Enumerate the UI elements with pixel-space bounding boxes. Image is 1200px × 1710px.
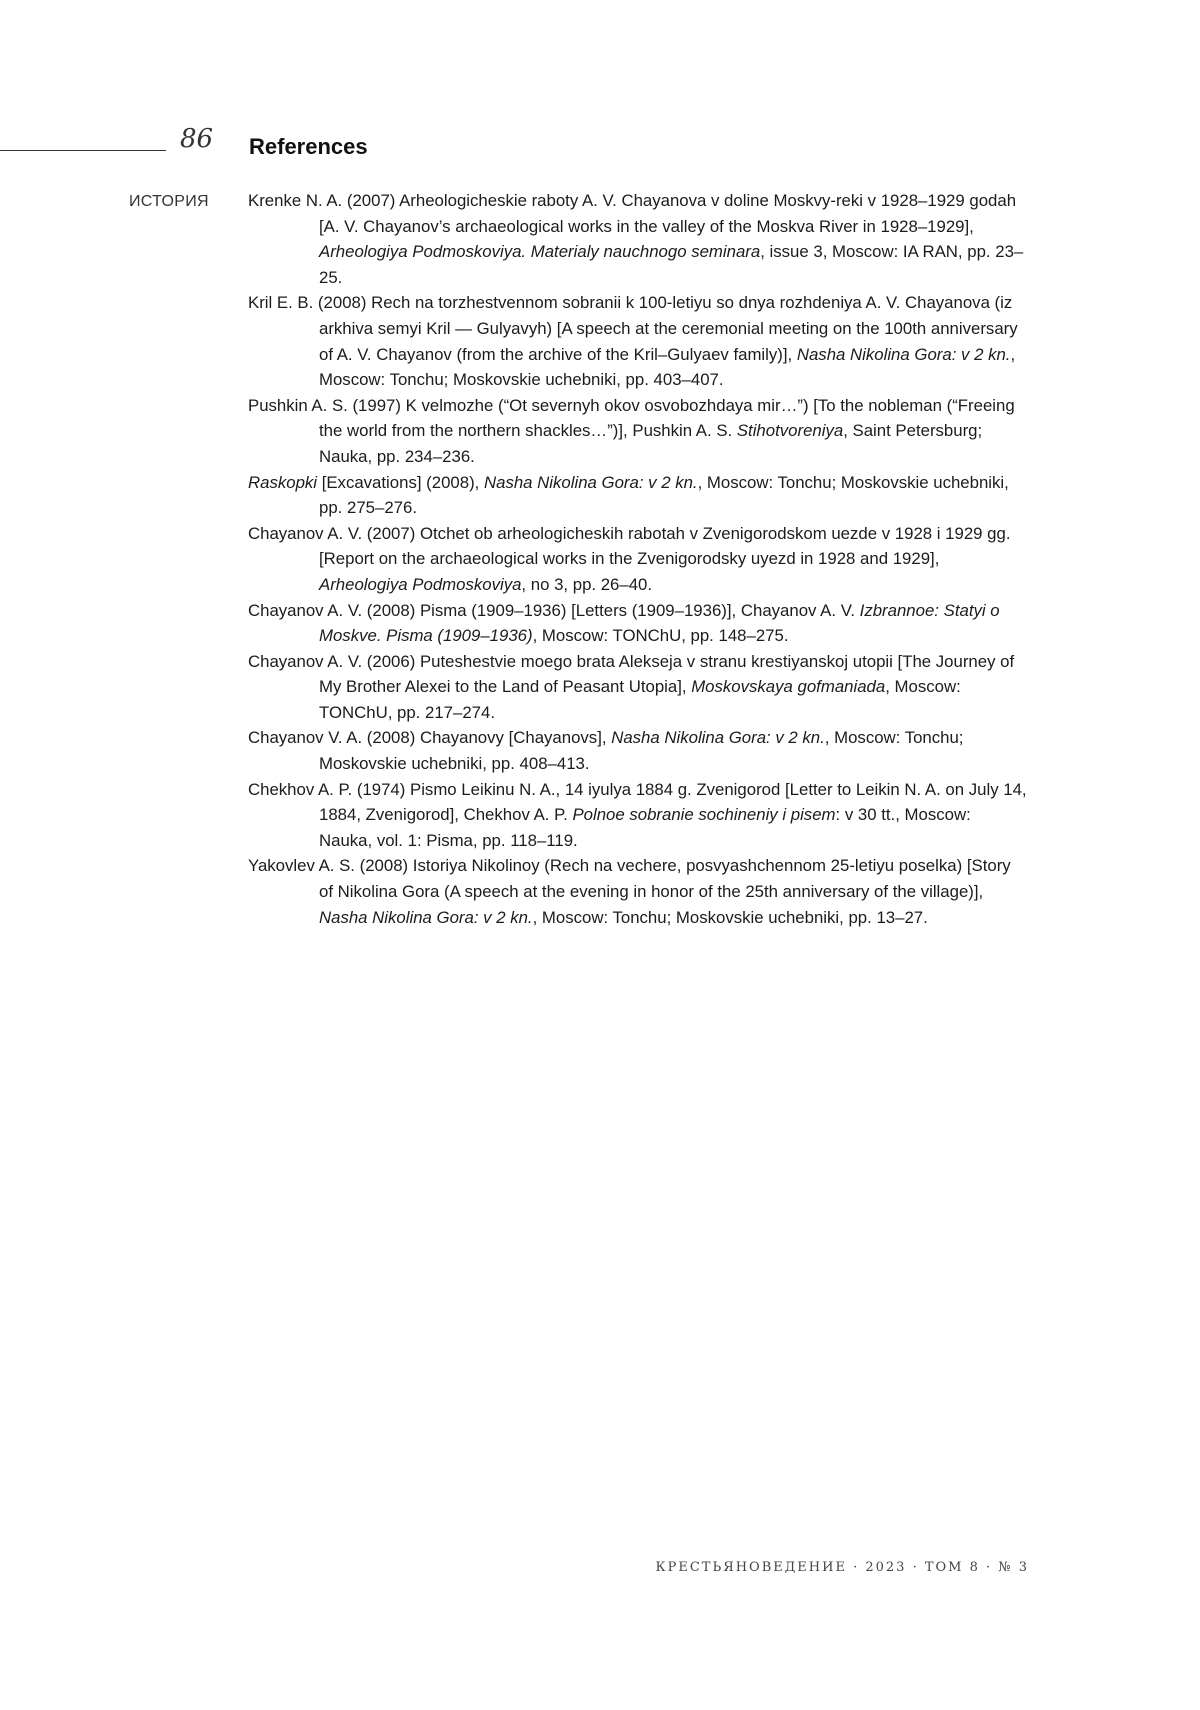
reference-item: Chayanov A. V. (2008) Pisma (1909–1936) [Letters (1909–1936)], Chayanov A. V. Izbrannoe: Statyi o Moskve. Pisma (1909–1936), Moscow: TONChU, pp. 148–275. — [248, 600, 1000, 646]
reference-item: Chayanov A. V. (2006) Puteshestvie moego brata Alekseja v stranu krestiyanskoj utopii [The Journey of My Brother Alexei to the Land of Peasant Utopia], Moskovskaya gofmaniada, Moscow: TONChU, pp. 217–274. — [248, 651, 1015, 722]
reference-item: Chayanov V. A. (2008) Chayanovy [Chayanovs], Nasha Nikolina Gora: v 2 kn., Moscow: Tonchu; Moskovskie uchebniki, pp. 408–413. — [248, 728, 964, 774]
journal-footer: КРЕСТЬЯНОВЕДЕНИЕ · 2023 · ТОМ 8 · № 3 — [655, 1560, 1029, 1575]
header-rule — [0, 150, 166, 151]
reference-item: Raskopki [Excavations] (2008), Nasha Nikolina Gora: v 2 kn., Moscow: Tonchu; Moskovskie uchebniki, pp. 275–276. — [248, 472, 1009, 518]
reference-item: Chayanov A. V. (2007) Otchet ob arheologicheskih rabotah v Zvenigorodskom uezde v 1928 i 1929 gg. [Report on the archaeological works in the Zvenigorodsky uyezd in 1928 and 1929], Arheologiya Podmoskoviya, no 3, pp. 26–40. — [248, 523, 1011, 594]
reference-item: Yakovlev A. S. (2008) Istoriya Nikolinoy (Rech na vechere, posvyashchennom 25-letiyu poselka) [Story of Nikolina Gora (A speech at the evening in honor of the 25th anniversary of the village)], Nasha Nikolina Gora: v 2 kn., Moscow: Tonchu; Moskovskie uchebniki, pp. 13–27. — [248, 856, 1011, 927]
reference-list — [248, 188, 1028, 930]
reference-item: Kril E. B. (2008) Rech na torzhestvennom sobranii k 100-letiyu so dnya rozhdeniya A. V. Chayanova (iz arkhiva semyi Kril — Gulyavyh) [A speech at the ceremonial meeting on the 100th anniversary of A. V. Chayanov (from the archive of the Kril–Gulyaev family)], Nasha Nikolina Gora: v 2 kn., Moscow: Tonchu; Moskovskie uchebniki, pp. 403–407. — [248, 293, 1018, 390]
reference-item: Krenke N. A. (2007) Arheologicheskie raboty A. V. Chayanova v doline Moskvy-reki v 1928–1929 godah [A. V. Chayanov’s archaeological works in the valley of the Moskva River in 1928–1929], Arheologiya Podmoskoviya. Materialy nauchnogo seminara, issue 3, Moscow: IA RAN, pp. 23–25. — [248, 191, 1024, 287]
page-number: 86 — [180, 124, 214, 154]
section-label: ИСТОРИЯ — [129, 193, 209, 210]
reference-item: Pushkin A. S. (1997) K velmozhe (“Ot severnyh okov osvobozhdaya mir…”) [To the nobleman (“Freeing the world from the northern shackles…”)], Pushkin A. S. Stihotvoreniya, Saint Petersburg; Nauka, pp. 234–236. — [248, 395, 1015, 466]
section-heading: References — [249, 134, 368, 159]
reference-item: Chekhov A. P. (1974) Pismo Leikinu N. A., 14 iyulya 1884 g. Zvenigorod [Letter to Leikin N. A. on July 14, 1884, Zvenigorod], Chekhov A. P. Polnoe sobranie sochineniy i pisem: v 30 tt., Moscow: Nauka, vol. 1: Pisma, pp. 118–119. — [248, 779, 1027, 850]
